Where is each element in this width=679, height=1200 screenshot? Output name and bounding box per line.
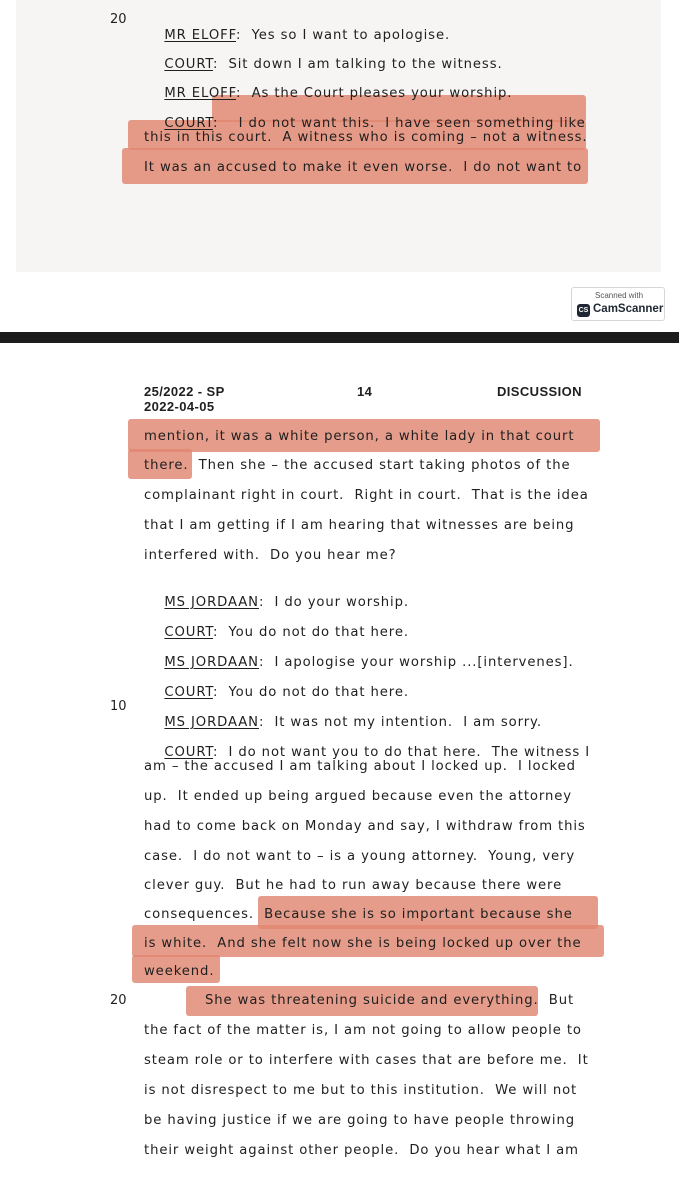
speaker-name: MS JORDAAN (164, 655, 259, 670)
line-number: 20 (110, 993, 127, 1008)
line-number: 20 (110, 12, 127, 27)
transcript-line: MS JORDAAN: It was not my intention. I am sorry. (164, 715, 542, 730)
transcript-line: COURT: I do not want you to do that here. The witness I (164, 745, 591, 760)
line-text: You do not do that here. (228, 685, 409, 700)
transcript-line: consequences. Because she is so important because she (144, 907, 573, 922)
transcript-line: there. Then she – the accused start taking photos of the (144, 458, 571, 473)
speaker-name: COURT (164, 57, 213, 72)
speaker-name: MS JORDAAN (164, 595, 259, 610)
transcript-line: the fact of the matter is, I am not going to allow people to (144, 1023, 582, 1038)
transcript-date: 2022-04-05 (144, 399, 215, 414)
transcript-line: interfered with. Do you hear me? (144, 548, 397, 563)
transcript-line: case. I do not want to – is a young attorney. Young, very (144, 849, 576, 864)
transcript-line: this in this court. A witness who is coming – not a witness. (144, 130, 588, 145)
transcript-line: clever guy. But he had to run away because there were (144, 878, 563, 893)
speaker-name: MS JORDAAN (164, 715, 259, 730)
camscanner-badge (571, 287, 665, 321)
transcript-line: complainant right in court. Right in court. That is the idea (144, 488, 589, 503)
speaker-name: MR ELOFF (164, 28, 237, 43)
transcript-line: had to come back on Monday and say, I withdraw from this (144, 819, 586, 834)
line-text: You do not do that here. (228, 625, 409, 640)
transcript-line: steam role or to interfere with cases that are before me. It (144, 1053, 589, 1068)
transcript-line: mention, it was a white person, a white lady in that court (144, 429, 575, 444)
speaker-name: MR ELOFF (164, 86, 237, 101)
transcript-line: MR ELOFF: Yes so I want to apologise. (164, 28, 451, 43)
speaker-name: COURT (164, 745, 213, 760)
speaker-name: COURT (164, 625, 213, 640)
transcript-line: MS JORDAAN: I do your worship. (164, 595, 409, 610)
transcript-line: She was threatening suicide and everything. But (205, 993, 575, 1008)
line-text: I do not want you to do that here. The witness I (228, 745, 591, 760)
transcript-line: COURT: Sit down I am talking to the witness. (164, 57, 503, 72)
transcript-line: COURT: You do not do that here. (164, 625, 409, 640)
transcript-line: up. It ended up being argued because even the attorney (144, 789, 572, 804)
page-number: 14 (357, 384, 373, 399)
camscanner-name: CamScanner (593, 303, 664, 315)
line-text: I do not want this. I have seen something like (238, 116, 586, 131)
section-title: DISCUSSION (497, 384, 582, 399)
transcript-line: is not disrespect to me but to this institution. We will not (144, 1083, 578, 1098)
transcript-line: weekend. (144, 964, 215, 979)
transcript-line: MS JORDAAN: I apologise your worship ...[intervenes]. (164, 655, 574, 670)
transcript-line: COURT: You do not do that here. (164, 685, 409, 700)
case-number: 25/2022 - SP (144, 384, 225, 399)
transcript-line: MR ELOFF: As the Court pleases your worship. (164, 86, 513, 101)
transcript-line: COURT: I do not want this. I have seen something like (164, 116, 586, 131)
scanned-page-bottom (0, 343, 679, 1200)
transcript-line: It was an accused to make it even worse. I do not want to (144, 160, 583, 175)
transcript-line: their weight against other people. Do you hear what I am (144, 1143, 579, 1158)
scanned-page-top (0, 0, 679, 332)
transcript-line: that I am getting if I am hearing that witnesses are being (144, 518, 575, 533)
line-text: It was not my intention. I am sorry. (274, 715, 542, 730)
scanned-with-label: Scanned with (594, 291, 644, 300)
line-text: As the Court pleases your worship. (251, 86, 513, 101)
line-text: I apologise your worship ...[intervenes]. (274, 655, 574, 670)
line-text: I do your worship. (274, 595, 409, 610)
transcript-line: is white. And she felt now she is being locked up over the (144, 936, 582, 951)
speaker-name: COURT (164, 685, 213, 700)
transcript-line: am – the accused I am talking about I locked up. I locked (144, 759, 576, 774)
page-separator (0, 332, 679, 343)
transcript-line: be having justice if we are going to have people throwing (144, 1113, 575, 1128)
line-text: Sit down I am talking to the witness. (228, 57, 503, 72)
line-number: 10 (110, 699, 127, 714)
camscanner-logo-icon: CS (577, 304, 590, 317)
line-text: Yes so I want to apologise. (251, 28, 451, 43)
speaker-name: COURT (164, 116, 213, 131)
